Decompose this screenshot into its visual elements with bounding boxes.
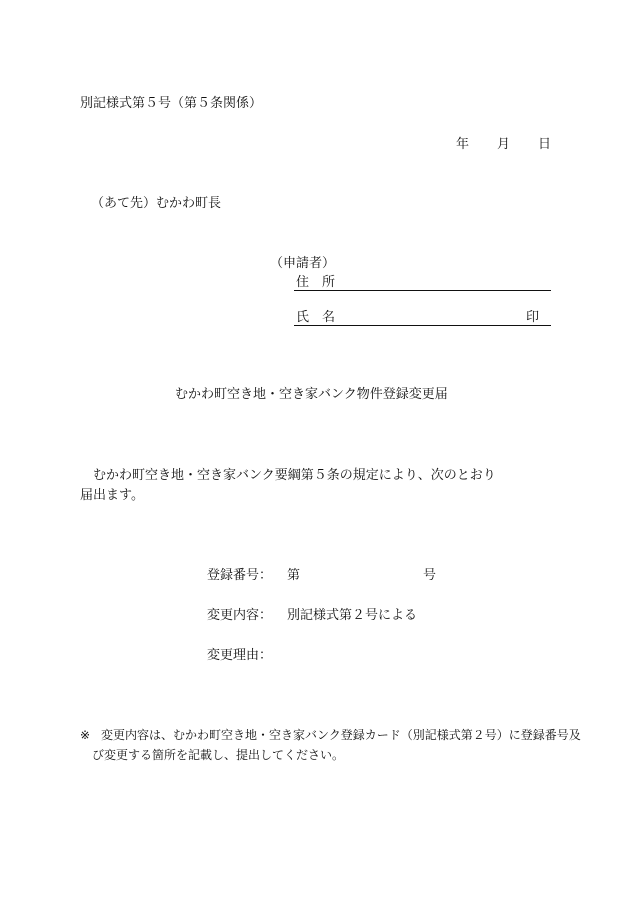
reason-label: 変更理由： xyxy=(207,648,273,663)
note-line-2: び変更する箇所を記載し、提出してください。 xyxy=(92,748,345,762)
applicant-header: （申請者） xyxy=(270,256,336,271)
change-value: 別記様式第２号による xyxy=(287,608,418,623)
addressee: （あて先）むかわ町長 xyxy=(91,196,222,211)
address-line xyxy=(294,290,551,291)
name-label: 氏 名 xyxy=(296,310,336,325)
form-number: 別記様式第５号（第５条関係） xyxy=(80,96,263,111)
registration-suffix: 号 xyxy=(423,568,437,583)
body-line-2: 届出ます。 xyxy=(80,488,144,503)
note-mark: ※ xyxy=(80,728,91,742)
registration-prefix: 第 xyxy=(287,568,301,583)
change-label: 変更内容： xyxy=(207,608,273,623)
seal-mark: 印 xyxy=(526,310,540,325)
address-label: 住 所 xyxy=(296,275,336,290)
note-line-1: 変更内容は、むかわ町空き地・空き家バンク登録カード（別記様式第２号）に登録番号及 xyxy=(101,728,581,742)
date-month: 月 xyxy=(497,137,511,152)
date-year: 年 xyxy=(456,137,470,152)
registration-label: 登録番号： xyxy=(207,568,273,583)
body-line-1: むかわ町空き地・空き家バンク要綱第５条の規定により、次のとおり xyxy=(93,468,496,483)
document-title: むかわ町空き地・空き家バンク物件登録変更届 xyxy=(175,387,448,402)
name-line xyxy=(294,325,551,326)
date-day: 日 xyxy=(538,137,552,152)
